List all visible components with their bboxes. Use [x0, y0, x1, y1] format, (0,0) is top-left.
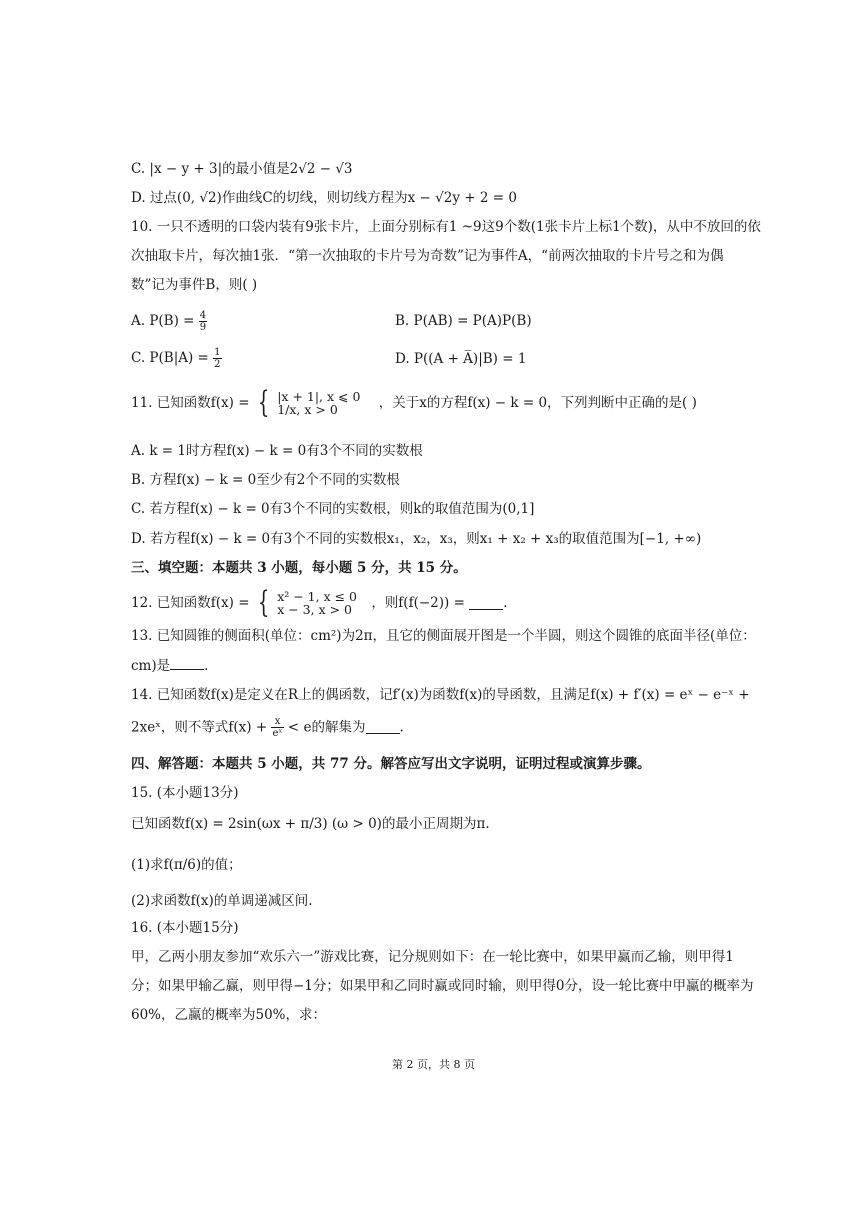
answer-blank: [170, 657, 204, 670]
q12-stem: 12. 已知函数f(x) = { x² − 1, x ≤ 0 x − 3, x > 0 ，则f(f(−2)) = .: [131, 585, 508, 620]
q16-heading: 16. (本小题15分): [131, 920, 239, 936]
q10-option-c: C. P(B|A) = $\frac{1}{2}$: [131, 347, 221, 370]
q16-line-3: 60%，乙赢的概率为50%，求：: [131, 1007, 327, 1023]
answer-blank: [469, 597, 503, 610]
q11-stem: 11. 已知函数f(x) = { |x + 1|, x ⩽ 0 1/x, x > 0 ，关于x的方程f(x) − k = 0，下列判断中正确的是( ): [131, 385, 697, 420]
q13-line-1: 13. 已知圆锥的侧面积(单位：cm²)为2π，且它的侧面展开图是一个半圆，则这个圆锥的底面半径(单位：: [131, 628, 756, 644]
q10-line-2: 次抽取卡片，每次抽1张．“第一次抽取的卡片号为奇数”记为事件A，“前两次抽取的卡片号之和为偶: [131, 248, 724, 264]
q16-line-1: 甲，乙两小朋友参加“欢乐六一”游戏比赛，记分规则如下：在一轮比赛中，如果甲赢而乙输，则甲得1: [131, 949, 734, 965]
q10-line-3: 数”记为事件B，则( ): [131, 277, 258, 293]
q11-option-d: D. 若方程f(x) − k = 0有3个不同的实数根x₁，x₂，x₃，则x₁ + x₂ + x₃的取值范围为[−1, +∞): [131, 531, 702, 547]
q15-heading: 15. (本小题13分): [131, 785, 239, 801]
q14-line-1: 14. 已知函数f(x)是定义在R上的偶函数，记f′(x)为函数f(x)的导函数，且满足f(x) + f′(x) = eˣ − e⁻ˣ +: [131, 687, 750, 703]
q10-option-d: D. P((A + A̅)|B) = 1: [395, 351, 527, 367]
section-4-heading: 四、解答题：本题共 5 小题，共 77 分。解答应写出文字说明，证明过程或演算步骤。: [131, 756, 651, 772]
q11-option-c: C. 若方程f(x) − k = 0有3个不同的实数根，则k的取值范围为(0,1]: [131, 501, 535, 517]
answer-blank: [366, 721, 400, 734]
q14-line-2: 2xeˣ，则不等式f(x) + $\frac{x}{\text{eˣ}}$ < e的解集为 .: [131, 716, 404, 739]
q11-option-a: A. k = 1时方程f(x) − k = 0有3个不同的实数根: [131, 443, 423, 459]
q10-option-b: B. P(AB) = P(A)P(B): [395, 313, 532, 329]
q11-option-b: B. 方程f(x) − k = 0至少有2个不同的实数根: [131, 472, 400, 488]
q10-option-a: A. P(B) = $\frac{4}{9}$: [131, 310, 207, 333]
q16-line-2: 分；如果甲输乙赢，则甲得−1分；如果甲和乙同时赢或同时输，则甲得0分，设一轮比赛中甲赢的概率为: [131, 978, 754, 994]
q13-line-2: cm)是 .: [131, 658, 209, 674]
q15-body: 已知函数f(x) = 2sin(ωx + π/3) (ω > 0)的最小正周期为π.: [131, 816, 490, 832]
option-d-q9: D. 过点(0, √2)作曲线C的切线，则切线方程为x − √2y + 2 = 0: [131, 190, 517, 206]
section-3-heading: 三、填空题：本题共 3 小题，每小题 5 分，共 15 分。: [131, 560, 467, 576]
option-c-q9: C. |x − y + 3|的最小值是2√2 − √3: [131, 161, 353, 177]
q10-line-1: 10. 一只不透明的口袋内装有9张卡片，上面分别标有1 ~9这9个数(1张卡片上标1个数)，从中不放回的依: [131, 219, 761, 235]
q15-part-1: (1)求f(π/6)的值；: [131, 857, 242, 873]
page-footer: 第 2 页，共 8 页: [392, 1058, 475, 1071]
q15-part-2: (2)求函数f(x)的单调递减区间.: [131, 893, 313, 909]
